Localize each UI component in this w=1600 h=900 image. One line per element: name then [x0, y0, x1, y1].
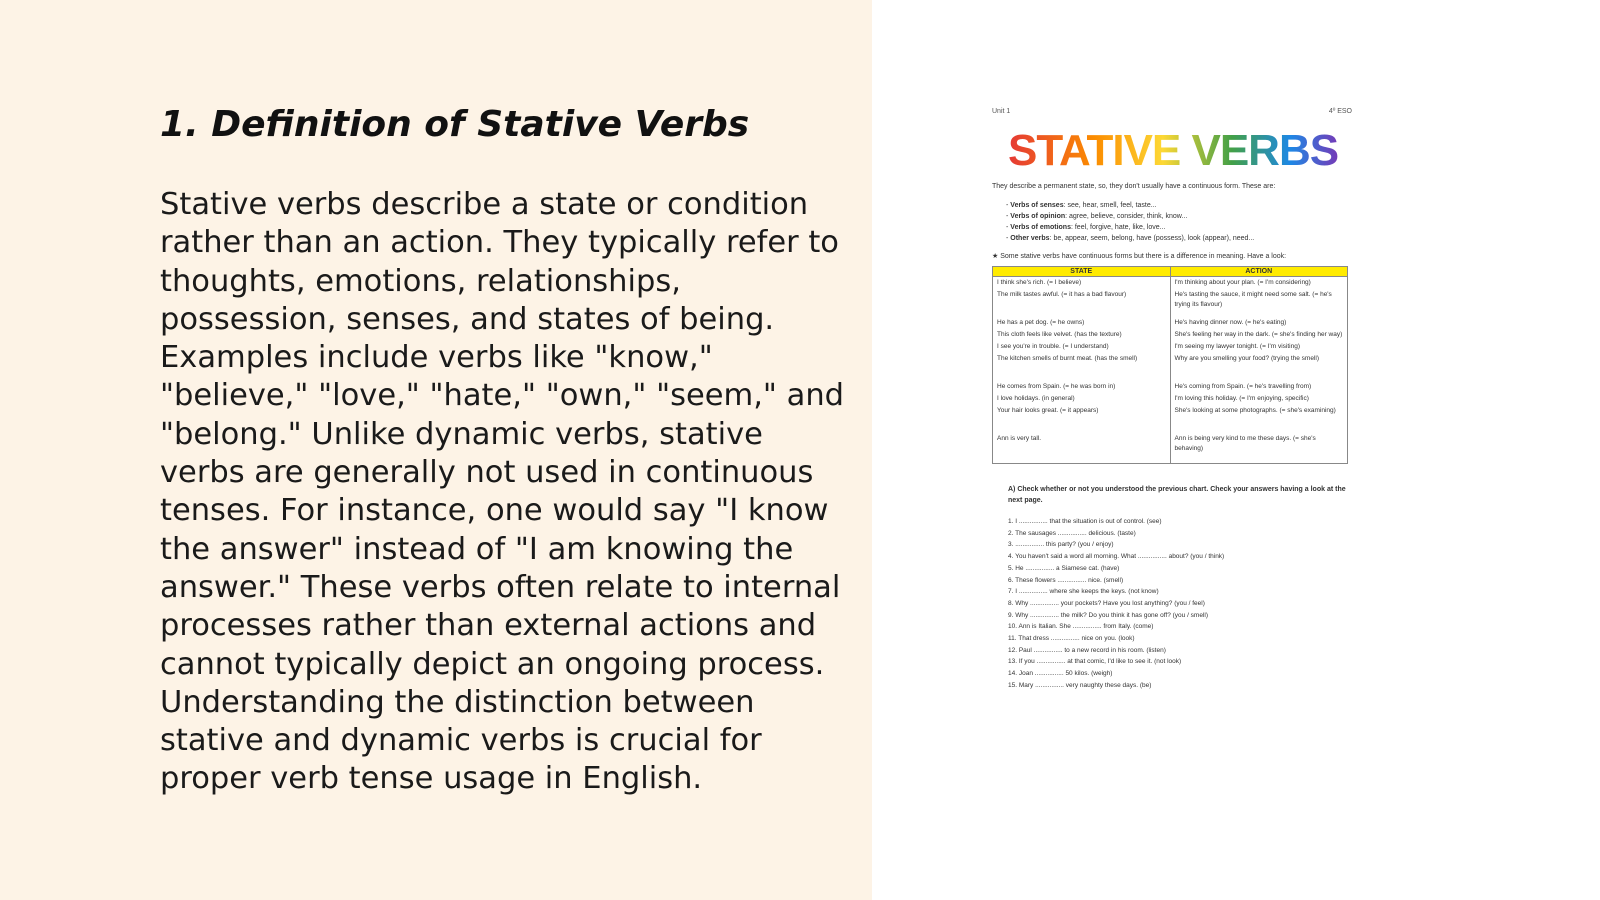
table-row: Ann is very tall. Ann is being very kind to me these days. (= she's behaving) — [993, 433, 1348, 464]
table-row: I love holidays. (in general) I'm loving this holiday. (= I'm enjoying, specific) — [993, 393, 1348, 405]
list-item: - Verbs of senses: see, hear, smell, feel, taste... — [1006, 200, 1352, 211]
worksheet-categories — [1006, 200, 1352, 244]
list-item: 3. ................ this party? (you / enjoy) — [1008, 541, 1114, 549]
worksheet-header — [992, 108, 1352, 115]
table-row: He has a pet dog. (= he owns) He's having dinner now. (= he's eating) — [993, 317, 1348, 329]
list-item: 9. Why ................ the milk? Do you think it has gone off? (you / smell) — [1008, 611, 1209, 619]
list-item: 8. Why ................ your pockets? Have you lost anything? (you / feel) — [1008, 599, 1205, 607]
list-item: - Other verbs: be, appear, seem, belong, have (possess), look (appear), need... — [1006, 233, 1352, 244]
worksheet-task: A) Check whether or not you understood the previous chart. Check your answers having a look at the next page. — [1008, 486, 1346, 504]
worksheet-image — [992, 108, 1352, 718]
list-item: 13. If you ................ at that comic, I'd like to see it. (not look) — [1008, 658, 1182, 666]
list-item: 11. That dress ................ nice on you. (look) — [1008, 635, 1135, 643]
table-header: ACTION — [1170, 267, 1348, 277]
table-row: This cloth feels like velvet. (has the texture) She's feeling her way in the dark. (= she's finding her way) — [993, 329, 1348, 341]
list-item: - Verbs of emotions: feel, forgive, hate, like, love... — [1006, 222, 1352, 233]
list-item: 2. The sausages ................ delicious. (taste) — [1008, 529, 1136, 537]
exercise-list — [1008, 516, 1352, 692]
list-item: 10. Ann is Italian. She ................ from Italy. (come) — [1008, 623, 1154, 631]
table-row: The milk tastes awful. (= it has a bad flavour) He's tasting the sauce, it might need some salt. (= he's trying its flavour) — [993, 289, 1348, 317]
worksheet-level: 4º ESO — [1328, 108, 1352, 115]
state-action-table — [992, 266, 1348, 464]
table-row: Your hair looks great. (= it appears) She's looking at some photographs. (= she's examining) — [993, 405, 1348, 433]
table-row: I think she's rich. (= I believe) I'm thinking about your plan. (= I'm considering) — [993, 277, 1348, 290]
slide-body-text: Stative verbs describe a state or condition rather than an action. They typically refer to thoughts, emotions, relationships, possession, senses, and states of being. Examples include verbs like "know," "believe," "love," "hate," "own," "seem," and "belong." Unlike dynamic verbs, stative verbs are generally not used in continuous tenses. For instance, one would say "I know the answer" instead of "I am knowing the answer." These verbs often relate to internal processes rather than external actions and cannot typically depict an ongoing process. Understanding the distinction between stative and dynamic verbs is crucial for proper verb tense usage in English. — [160, 187, 845, 797]
list-item: 14. Joan ................ 50 kilos. (weigh) — [1008, 670, 1113, 678]
list-item: 6. These flowers ................ nice. (smell) — [1008, 576, 1124, 584]
table-row: The kitchen smells of burnt meat. (has the smell) Why are you smelling your food? (trying the smell) — [993, 353, 1348, 381]
slide-title: 1. Definition of Stative Verbs — [160, 104, 750, 145]
list-item: 12. Paul ................ to a new record in his room. (listen) — [1008, 646, 1166, 654]
list-item: 5. He ................ a Siamese cat. (have) — [1008, 564, 1120, 572]
table-header: STATE — [993, 267, 1171, 277]
list-item: 7. I ................ where she keeps the keys. (not know) — [1008, 588, 1159, 596]
list-item: - Verbs of opinion: agree, believe, consider, think, know... — [1006, 211, 1352, 222]
list-item: 1. I ................ that the situation is out of control. (see) — [1008, 518, 1162, 525]
worksheet-intro: They describe a permanent state, so, they don't usually have a continuous form. These are: — [992, 183, 1276, 190]
worksheet-logo: STATIVE VERBS — [1008, 127, 1352, 175]
list-item: 4. You haven't said a word all morning. What ................ about? (you / think) — [1008, 553, 1225, 561]
worksheet-note: ★ Some stative verbs have continuous forms but there is a difference in meaning. Have a look: — [992, 253, 1287, 260]
table-row: He comes from Spain. (= he was born in) He's coming from Spain. (= he's travelling from) — [993, 381, 1348, 393]
worksheet-unit: Unit 1 — [992, 108, 1011, 115]
list-item: 15. Mary ................ very naughty these days. (be) — [1008, 681, 1152, 689]
table-row: I see you're in trouble. (= I understand) I'm seeing my lawyer tonight. (= I'm visiting) — [993, 341, 1348, 353]
